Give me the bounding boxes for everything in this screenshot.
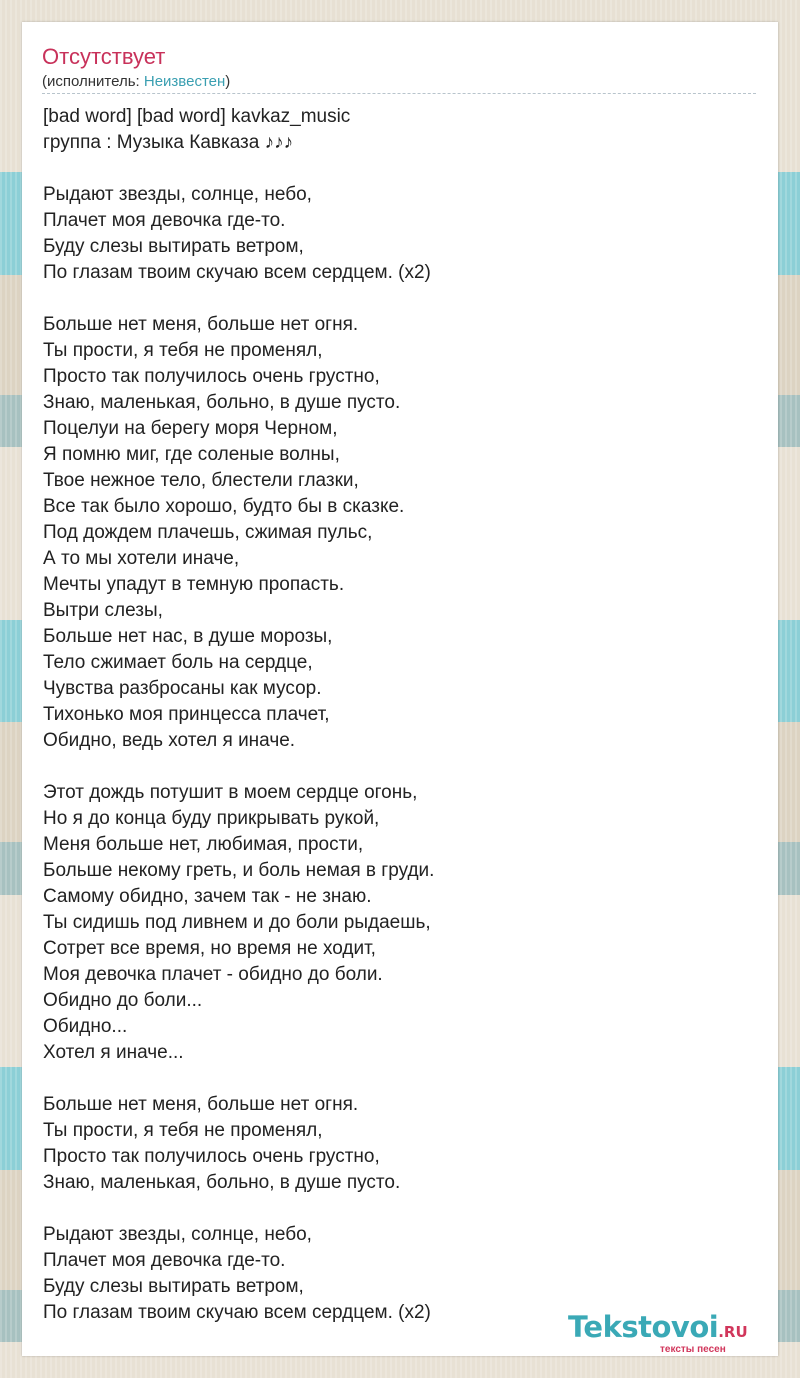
- lyric-line: Ты прости, я тебя не променял,: [43, 1120, 323, 1141]
- lyric-line: Самому обидно, зачем так - не знаю.: [43, 886, 372, 907]
- lyric-line: [bad word] [bad word] kavkaz_music: [43, 106, 351, 127]
- lyric-line: Под дождем плачешь, сжимая пульс,: [43, 522, 373, 543]
- lyric-line: Вытри слезы,: [43, 600, 163, 621]
- stanza-break: [43, 156, 763, 182]
- lyric-line: Обидно...: [43, 1016, 128, 1037]
- lyric-line: А то мы хотели иначе,: [43, 548, 240, 569]
- song-title: Отсутствует: [42, 44, 166, 69]
- lyric-line: Знаю, маленькая, больно, в душе пусто.: [43, 1172, 401, 1193]
- lyric-line: Плачет моя девочка где-то.: [43, 210, 286, 231]
- stanza-break: [43, 1066, 763, 1092]
- lyric-line: Буду слезы вытирать ветром,: [43, 236, 304, 257]
- lyric-line: Больше нет меня, больше нет огня.: [43, 1094, 359, 1115]
- stanza-break: [43, 286, 763, 312]
- site-logo[interactable]: [568, 1310, 778, 1354]
- stanza-break: [43, 1196, 763, 1222]
- lyric-line: Этот дождь потушит в моем сердце огонь,: [43, 782, 418, 803]
- lyrics-card: [22, 22, 778, 1356]
- lyric-line: Ты прости, я тебя не променял,: [43, 340, 323, 361]
- lyric-line: Чувства разбросаны как мусор.: [43, 678, 322, 699]
- lyrics-text: [43, 104, 763, 1326]
- lyric-line: Меня больше нет, любимая, прости,: [43, 834, 364, 855]
- lyric-line: Поцелуи на берегу моря Черном,: [43, 418, 338, 439]
- logo-domain: .RU: [718, 1323, 748, 1341]
- artist-suffix: ): [225, 73, 231, 90]
- lyric-line: Тихонько моя принцесса плачет,: [43, 704, 330, 725]
- lyric-line: Ты сидишь под ливнем и до боли рыдаешь,: [43, 912, 431, 933]
- artist-prefix: (исполнитель:: [42, 73, 144, 90]
- logo-wordmark: [568, 1310, 748, 1344]
- lyric-line: Но я до конца буду прикрывать рукой,: [43, 808, 380, 829]
- lyric-line: Плачет моя девочка где-то.: [43, 1250, 286, 1271]
- lyric-line: По глазам твоим скучаю всем сердцем. (x2): [43, 1302, 431, 1323]
- logo-tagline: тексты песен: [660, 1344, 726, 1355]
- lyric-line: Рыдают звезды, солнце, небо,: [43, 184, 312, 205]
- lyric-line: По глазам твоим скучаю всем сердцем. (x2): [43, 262, 431, 283]
- artist-link[interactable]: Неизвестен: [143, 73, 226, 90]
- logo-main-text: Tekstovoi: [568, 1310, 719, 1344]
- lyric-line: Больше нет нас, в душе морозы,: [43, 626, 333, 647]
- lyric-line: Твое нежное тело, блестели глазки,: [43, 470, 359, 491]
- lyric-line: Хотел я иначе...: [43, 1042, 184, 1063]
- lyric-line: Обидно до боли...: [43, 990, 203, 1011]
- lyric-line: Сотрет все время, но время не ходит,: [43, 938, 376, 959]
- lyric-line: Больше некому греть, и боль немая в груди.: [43, 860, 435, 881]
- lyric-line: Просто так получилось очень грустно,: [43, 366, 380, 387]
- lyric-line: Буду слезы вытирать ветром,: [43, 1276, 304, 1297]
- lyric-line: Рыдают звезды, солнце, небо,: [43, 1224, 312, 1245]
- stanza-break: [43, 754, 763, 780]
- lyric-line: Мечты упадут в темную пропасть.: [43, 574, 345, 595]
- lyric-line: Знаю, маленькая, больно, в душе пусто.: [43, 392, 401, 413]
- lyric-line: Просто так получилось очень грустно,: [43, 1146, 380, 1167]
- lyric-line: Я помню миг, где соленые волны,: [43, 444, 340, 465]
- lyric-line: Обидно, ведь хотел я иначе.: [43, 730, 296, 751]
- lyric-line: Тело сжимает боль на сердце,: [43, 652, 313, 673]
- title-divider: [42, 93, 756, 94]
- lyric-line: Все так было хорошо, будто бы в сказке.: [43, 496, 405, 517]
- artist-line: [42, 73, 230, 91]
- lyric-line: группа : Музыка Кавказа ♪♪♪: [43, 132, 294, 153]
- lyric-line: Моя девочка плачет - обидно до боли.: [43, 964, 383, 985]
- lyric-line: Больше нет меня, больше нет огня.: [43, 314, 359, 335]
